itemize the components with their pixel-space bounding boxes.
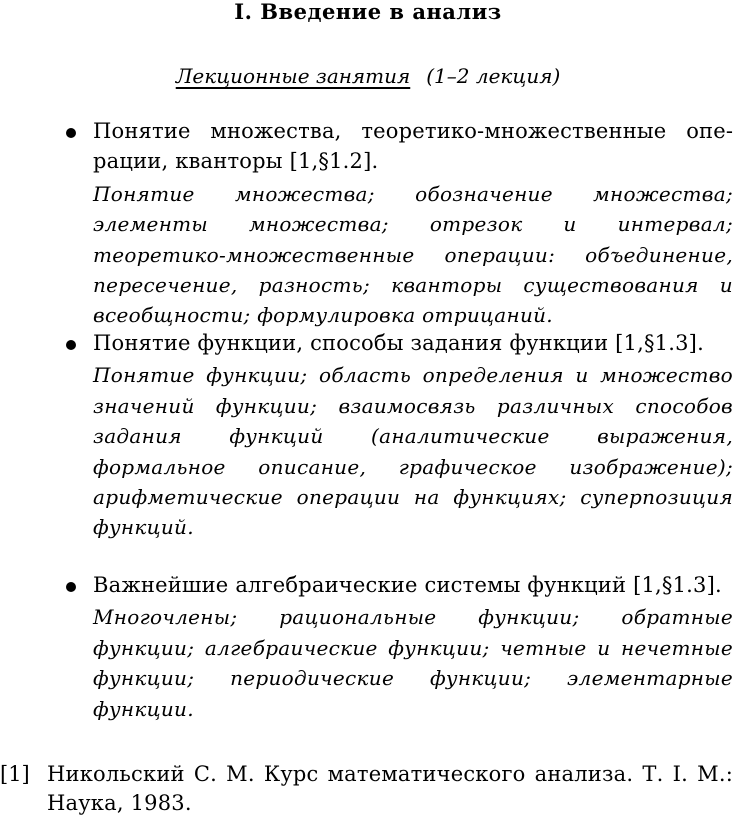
reference-entry xyxy=(0,760,733,818)
list-item xyxy=(93,116,733,331)
subtitle xyxy=(0,63,736,89)
list-item xyxy=(93,328,733,543)
list-item-description: Понятие множества; обозначение множества; элементы множества; отрезок и интервал; теоретико-множественные операции: объединение, пересечение, разность; кванторы существования и всеобщности; формулировка отрицаний. xyxy=(93,181,733,328)
bullet-icon xyxy=(66,582,76,592)
reference-label: [1] xyxy=(0,762,30,786)
list-item-description: Понятие функции; область определения и множество значений функции; взаимосвязь различных способов задания функций (аналитические выражения, формальное описание, графическое изображение); арифметические операции на функциях; суперпозиция функций. xyxy=(93,363,733,540)
subtitle-range: (1–2 лекция) xyxy=(426,64,561,88)
list-item-heading: Понятие функции, способы задания функции [1,§1.3]. xyxy=(93,331,704,355)
list-item-heading: Важнейшие алгебраические системы функций [1,§1.3]. xyxy=(93,573,722,597)
list-item-heading: Понятие множества, теоретико-множественные операции, кванторы [1,§1.2]. xyxy=(93,119,733,174)
section-title: I. Введение в анализ xyxy=(234,0,502,24)
subtitle-main: Лекционные занятия xyxy=(175,64,411,88)
list-item xyxy=(93,570,733,724)
reference-text: Никольский С. М. Курс математического анализа. Т. I. М.: Наука, 1983. xyxy=(47,762,733,815)
bullet-icon xyxy=(66,340,76,350)
list-item-description: Многочлены; рациональные функции; обратные функции; алгебраические функции; четные и нечетные функции; периодические функции; элементарные функции. xyxy=(93,605,733,721)
bullet-icon xyxy=(66,128,76,138)
